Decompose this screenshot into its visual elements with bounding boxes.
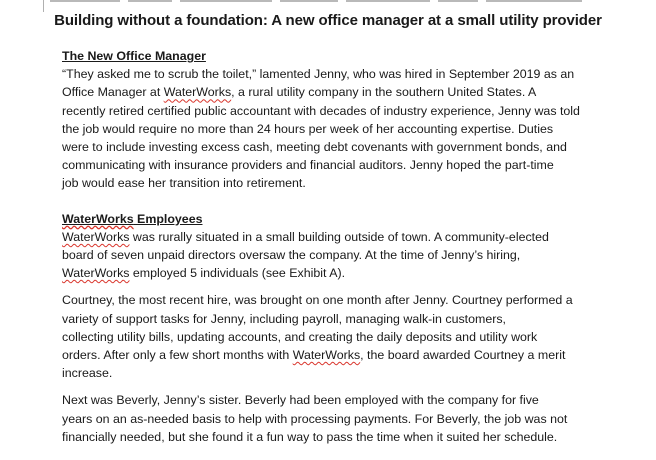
section-spacer: [62, 193, 642, 210]
spellcheck-word[interactable]: WaterWorks: [62, 211, 134, 226]
text-line: board of seven unpaid directors oversaw the company. At the time of Jenny’s hiring,: [62, 248, 521, 263]
text-line: job would ease her transition into retirement.: [62, 176, 306, 191]
section-heading-new-office-manager: The New Office Manager: [62, 49, 206, 63]
spellcheck-word[interactable]: WaterWorks: [62, 266, 130, 281]
text-line: recently retired certified public accountant with decades of industry experience, Jenny was told: [62, 103, 580, 118]
spellcheck-word[interactable]: WaterWorks: [62, 229, 130, 244]
text-line: increase.: [62, 366, 113, 381]
spellcheck-word[interactable]: WaterWorks: [292, 348, 361, 363]
text-line: the job would require no more than 24 hours per week of her accounting expertise. Duties: [62, 121, 554, 136]
section-heading-waterworks-employees: [62, 210, 642, 228]
text-line: variety of support tasks for Jenny, including payroll, managing walk-in customers,: [62, 311, 506, 326]
paragraph-beverly: [62, 391, 642, 446]
text-line: [62, 346, 642, 364]
text-run: was rurally situated in a small building outside of town. A community-elected: [129, 229, 549, 244]
paragraph-new-office-manager: [62, 65, 642, 192]
text-run: , the board awarded Courtney a merit: [360, 348, 566, 363]
text-line: [62, 264, 642, 282]
text-line: communicating with insurance providers and financial auditors. Jenny hoped the part-time: [62, 158, 554, 173]
paragraph-spacer: [62, 282, 642, 291]
text-line: “They asked me to scrub the toilet,” lamented Jenny, who was hired in September 2019 as an: [62, 67, 575, 82]
text-line: years on an as-needed basis to help with processing payments. For Beverly, the job was not: [62, 411, 568, 426]
text-line: were to include investing excess cash, meeting debt covenants with government bonds, and: [62, 140, 567, 155]
text-line: collecting utility bills, updating accounts, and creating the daily deposits and utility work: [62, 329, 538, 344]
document-body[interactable]: [62, 47, 642, 446]
text-run: employed 5 individuals (see Exhibit A).: [129, 266, 346, 281]
paragraph-spacer: [62, 382, 642, 391]
text-line: Courtney, the most recent hire, was brought on one month after Jenny. Courtney performed a: [62, 293, 573, 308]
document-title: Building without a foundation: A new office manager at a small utility provider: [54, 12, 602, 29]
paragraph-waterworks-location: [62, 228, 642, 283]
text-line: financially needed, but she found it a fun way to pass the time when it suited her schedule.: [62, 429, 558, 444]
paragraph-courtney: [62, 291, 642, 382]
text-line: [62, 83, 642, 101]
text-run: Employees: [133, 211, 203, 226]
previous-page-text-edge: [0, 0, 656, 3]
text-line: [62, 228, 642, 246]
spellcheck-word[interactable]: WaterWorks: [163, 85, 232, 100]
text-run: orders. After only a few short months with: [62, 348, 293, 363]
text-line: Next was Beverly, Jenny’s sister. Beverly had been employed with the company for five: [62, 393, 539, 408]
text-run: Office Manager at: [62, 85, 164, 100]
text-run: , a rural utility company in the southern United States. A: [231, 85, 537, 100]
